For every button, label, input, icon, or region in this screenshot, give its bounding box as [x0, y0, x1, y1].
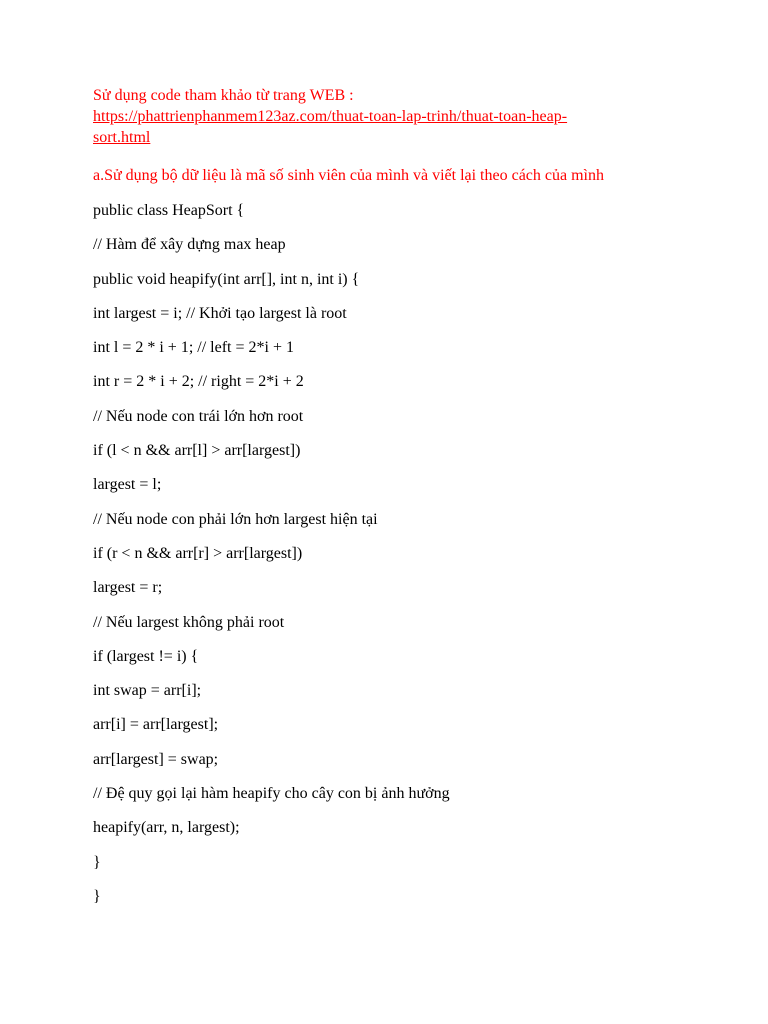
code-line: heapify(arr, n, largest); — [93, 819, 240, 837]
code-line: } — [93, 887, 101, 905]
code-line: public class HeapSort { — [93, 202, 245, 219]
code-line: // Hàm để xây dựng max heap — [93, 236, 286, 254]
task-heading: a.Sử dụng bộ dữ liệu là mã số sinh viên của mình và viết lại theo cách của mình — [93, 167, 604, 184]
document-content — [93, 85, 713, 905]
reference-link[interactable] — [93, 106, 713, 148]
code-line: arr[i] = arr[largest]; — [93, 716, 219, 734]
code-line: int largest = i; // Khởi tạo largest là root — [93, 304, 347, 322]
code-line: if (largest != i) { — [93, 647, 199, 665]
code-line: if (r < n && arr[r] > arr[largest]) — [93, 544, 303, 562]
code-line: // Đệ quy gọi lại hàm heapify cho cây con bị ảnh hưởng — [93, 785, 450, 803]
code-line: // Nếu largest không phải root — [93, 613, 285, 631]
code-line: } — [93, 853, 101, 871]
code-line: if (l < n && arr[l] > arr[largest]) — [93, 442, 301, 460]
reference-link-line-2[interactable]: sort.html — [93, 129, 151, 146]
code-line: largest = r; — [93, 579, 163, 597]
code-line: // Nếu node con phải lớn hơn largest hiện tại — [93, 510, 378, 528]
code-line: largest = l; — [93, 476, 162, 494]
code-line: int r = 2 * i + 2; // right = 2*i + 2 — [93, 373, 304, 391]
code-line: // Nếu node con trái lớn hơn root — [93, 407, 304, 425]
code-line: int l = 2 * i + 1; // left = 2*i + 1 — [93, 339, 294, 357]
code-block — [93, 200, 713, 920]
intro-text: Sử dụng code tham khảo từ trang WEB : — [93, 87, 354, 104]
code-line: arr[largest] = swap; — [93, 750, 219, 768]
code-line: public void heapify(int arr[], int n, int i) { — [93, 270, 360, 288]
reference-link-line-1[interactable]: https://phattrienphanmem123az.com/thuat-toan-lap-trinh/thuat-toan-heap- — [93, 108, 568, 125]
code-line: int swap = arr[i]; — [93, 682, 202, 700]
